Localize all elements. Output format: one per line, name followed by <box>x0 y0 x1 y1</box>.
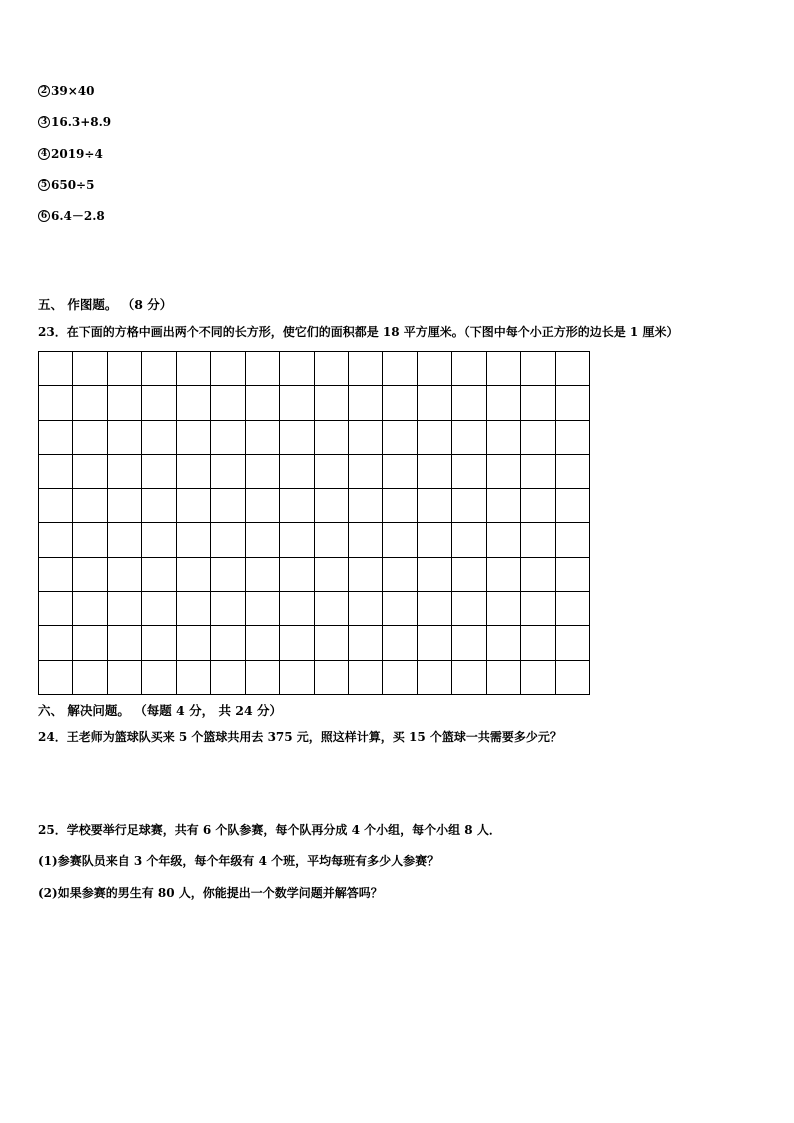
grid-cell <box>418 523 452 557</box>
grid-cell <box>177 489 211 523</box>
grid-cell <box>418 386 452 420</box>
grid-cell <box>315 558 349 592</box>
grid-cell <box>177 661 211 695</box>
grid-cell <box>349 352 383 386</box>
grid-cell <box>246 386 280 420</box>
grid-cell <box>108 661 142 695</box>
grid-cell <box>142 558 176 592</box>
grid-cell <box>246 661 280 695</box>
grid-cell <box>521 489 555 523</box>
grid-cell <box>349 558 383 592</box>
grid-cell <box>487 455 521 489</box>
grid-cell <box>521 661 555 695</box>
grid-cell <box>246 352 280 386</box>
calc-item <box>38 114 111 130</box>
grid-cell <box>142 592 176 626</box>
grid-cell <box>211 455 245 489</box>
grid-cell <box>108 489 142 523</box>
grid-cell <box>39 592 73 626</box>
grid-cell <box>73 352 107 386</box>
grid-cell <box>383 489 417 523</box>
question-25: 25．学校要举行足球赛，共有 6 个队参赛，每个队再分成 4 个小组，每个小组 8 人． <box>38 823 501 837</box>
grid-cell <box>418 626 452 660</box>
circled-number: 2 <box>38 85 50 97</box>
grid-cell <box>315 661 349 695</box>
grid-cell <box>177 352 211 386</box>
grid-cell <box>280 352 314 386</box>
grid-cell <box>556 523 590 557</box>
grid-cell <box>142 455 176 489</box>
grid-cell <box>246 421 280 455</box>
grid-cell <box>142 421 176 455</box>
grid-cell <box>315 489 349 523</box>
grid-cell <box>246 455 280 489</box>
grid-cell <box>108 352 142 386</box>
grid-cell <box>211 386 245 420</box>
grid-cell <box>177 626 211 660</box>
grid-cell <box>349 421 383 455</box>
grid-cell <box>315 421 349 455</box>
grid-cell <box>418 592 452 626</box>
grid-cell <box>315 592 349 626</box>
grid-cell <box>39 558 73 592</box>
grid-cell <box>211 592 245 626</box>
grid-cell <box>73 489 107 523</box>
grid-cell <box>556 489 590 523</box>
question-25-part-2: (2)如果参赛的男生有 80 人，你能提出一个数学问题并解答吗？ <box>38 886 383 900</box>
calc-item <box>38 177 94 193</box>
calc-item <box>38 83 94 99</box>
grid-cell <box>418 489 452 523</box>
section-heading: 五、 作图题。 （8 分） <box>38 297 173 312</box>
grid-cell <box>39 489 73 523</box>
grid-cell <box>556 558 590 592</box>
grid-cell <box>556 592 590 626</box>
grid-cell <box>246 489 280 523</box>
grid-cell <box>246 592 280 626</box>
grid-cell <box>142 626 176 660</box>
grid-cell <box>349 661 383 695</box>
calc-item <box>38 208 105 224</box>
question-23: 23．在下面的方格中画出两个不同的长方形，使它们的面积都是 18 平方厘米。（下图中每个小正方形的边长是 1 厘米） <box>38 325 679 339</box>
grid-cell <box>177 523 211 557</box>
grid-cell <box>521 523 555 557</box>
grid-cell <box>418 661 452 695</box>
grid-cell <box>452 421 486 455</box>
grid-cell <box>556 386 590 420</box>
grid-cell <box>556 352 590 386</box>
grid-cell <box>521 626 555 660</box>
grid-cell <box>142 386 176 420</box>
grid-cell <box>383 386 417 420</box>
grid-cell <box>349 626 383 660</box>
grid-cell <box>280 386 314 420</box>
grid-cell <box>39 661 73 695</box>
grid-cell <box>177 386 211 420</box>
grid-cell <box>280 455 314 489</box>
grid-cell <box>108 455 142 489</box>
grid-cell <box>418 455 452 489</box>
grid-cell <box>280 421 314 455</box>
grid-cell <box>521 558 555 592</box>
grid-cell <box>487 421 521 455</box>
grid-cell <box>556 421 590 455</box>
grid-cell <box>349 523 383 557</box>
grid-cell <box>349 455 383 489</box>
grid-cell <box>315 523 349 557</box>
grid-cell <box>452 558 486 592</box>
grid-cell <box>280 661 314 695</box>
grid-cell <box>108 592 142 626</box>
calc-expression: 6.4－2.8 <box>51 209 105 223</box>
grid-cell <box>349 386 383 420</box>
grid-cell <box>73 558 107 592</box>
circled-number: 3 <box>38 116 50 128</box>
grid-cell <box>349 592 383 626</box>
grid-cell <box>246 626 280 660</box>
grid-cell <box>246 558 280 592</box>
grid-cell <box>521 352 555 386</box>
grid-cell <box>383 626 417 660</box>
grid-cell <box>211 523 245 557</box>
grid-cell <box>142 489 176 523</box>
grid-cell <box>315 352 349 386</box>
grid-cell <box>73 421 107 455</box>
grid-cell <box>521 455 555 489</box>
grid-cell <box>280 523 314 557</box>
grid-cell <box>142 352 176 386</box>
grid-cell <box>315 386 349 420</box>
circled-number: 4 <box>38 148 50 160</box>
grid-cell <box>108 626 142 660</box>
grid-cell <box>521 592 555 626</box>
question-25-part-1: (1)参赛队员来自 3 个年级，每个年级有 4 个班，平均每班有多少人参赛？ <box>38 854 440 868</box>
grid-cell <box>108 421 142 455</box>
grid-cell <box>452 386 486 420</box>
grid-cell <box>211 352 245 386</box>
calc-item <box>38 146 103 162</box>
grid-cell <box>487 489 521 523</box>
grid-cell <box>211 489 245 523</box>
section-heading: 六、 解决问题。 （每题 4 分， 共 24 分） <box>38 703 283 718</box>
calc-expression: 2019÷4 <box>51 147 103 161</box>
grid-cell <box>211 558 245 592</box>
grid-cell <box>280 592 314 626</box>
grid-cell <box>452 352 486 386</box>
grid-cell <box>246 523 280 557</box>
grid-cell <box>487 352 521 386</box>
grid-cell <box>521 386 555 420</box>
grid-cell <box>487 661 521 695</box>
question-24: 24．王老师为篮球队买来 5 个篮球共用去 375 元，照这样计算，买 15 个篮球一共需要多少元？ <box>38 730 562 744</box>
grid-cell <box>108 558 142 592</box>
grid-cell <box>39 386 73 420</box>
grid-cell <box>383 421 417 455</box>
grid-cell <box>211 661 245 695</box>
grid-cell <box>452 661 486 695</box>
grid-cell <box>177 558 211 592</box>
grid-cell <box>418 352 452 386</box>
grid-cell <box>211 421 245 455</box>
grid-cell <box>383 661 417 695</box>
grid-cell <box>73 455 107 489</box>
grid-cell <box>39 626 73 660</box>
grid-cell <box>73 523 107 557</box>
grid-cell <box>73 592 107 626</box>
grid-cell <box>73 661 107 695</box>
grid-cell <box>383 352 417 386</box>
grid-cell <box>315 626 349 660</box>
grid-cell <box>39 421 73 455</box>
grid-cell <box>452 455 486 489</box>
grid-cell <box>280 489 314 523</box>
grid-cell <box>39 523 73 557</box>
grid-cell <box>383 592 417 626</box>
grid-cell <box>280 626 314 660</box>
grid-cell <box>177 421 211 455</box>
grid-cell <box>452 592 486 626</box>
grid-cell <box>73 386 107 420</box>
grid-cell <box>452 626 486 660</box>
circled-number: 6 <box>38 210 50 222</box>
grid-cell <box>487 558 521 592</box>
circled-number: 5 <box>38 179 50 191</box>
grid-cell <box>452 489 486 523</box>
grid-cell <box>280 558 314 592</box>
grid-cell <box>315 455 349 489</box>
grid-cell <box>418 558 452 592</box>
grid-cell <box>349 489 383 523</box>
calc-expression: 650÷5 <box>51 178 95 192</box>
grid-cell <box>108 523 142 557</box>
grid-cell <box>556 626 590 660</box>
grid-cell <box>39 352 73 386</box>
grid-cell <box>383 455 417 489</box>
grid-cell <box>556 661 590 695</box>
grid-cell <box>487 386 521 420</box>
grid-cell <box>73 626 107 660</box>
grid-cell <box>487 523 521 557</box>
grid-cell <box>177 455 211 489</box>
grid-cell <box>383 523 417 557</box>
square-grid <box>38 351 590 695</box>
grid-cell <box>211 626 245 660</box>
grid-cell <box>108 386 142 420</box>
grid-cell <box>521 421 555 455</box>
calc-expression: 39×40 <box>51 84 95 98</box>
grid-cell <box>177 592 211 626</box>
grid-cell <box>487 626 521 660</box>
grid-cell <box>142 523 176 557</box>
grid-cell <box>142 661 176 695</box>
grid-cell <box>556 455 590 489</box>
grid-cell <box>452 523 486 557</box>
grid-cell <box>418 421 452 455</box>
grid-cell <box>39 455 73 489</box>
calc-expression: 16.3+8.9 <box>51 115 112 129</box>
grid-cell <box>383 558 417 592</box>
grid-cell <box>487 592 521 626</box>
